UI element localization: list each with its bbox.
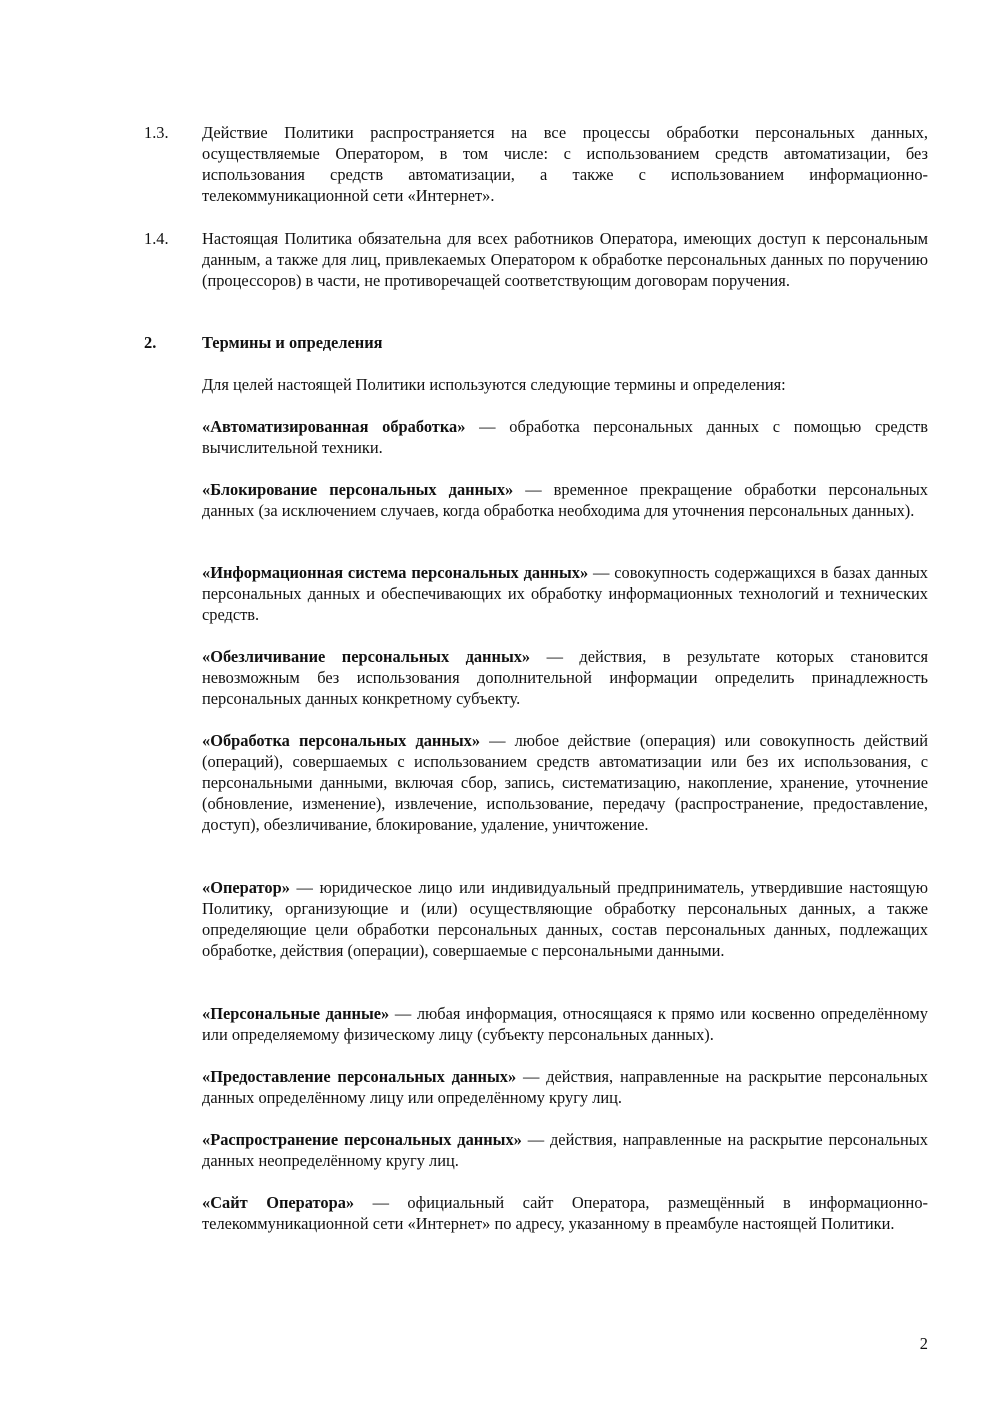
definition-item — [202, 1003, 928, 1045]
section-intro: Для целей настоящей Политики используются следующие термины и определения: — [202, 375, 786, 394]
section-number: 2. — [144, 333, 157, 352]
definition-item — [202, 1066, 928, 1108]
definition-term: «Предоставление персональных данных» — [202, 1067, 517, 1086]
clause-number: 1.3. — [144, 123, 169, 142]
definition-text: — юридическое лицо или индивидуальный предприниматель, утвердившие настоящую Политику, организующие и (или) осуществляющие обработку персональных данных, а также определяющие цели обработки персональных данных, состав персональных данных, подлежащих обработке, действия (операции), совершаемые с персональными данными. — [202, 878, 928, 960]
clause-1-3 — [144, 122, 928, 206]
definition-item — [202, 877, 928, 961]
definition-item — [202, 562, 928, 625]
definition-term: «Информационная система персональных данных» — [202, 563, 589, 582]
definition-term: «Обработка персональных данных» — [202, 731, 481, 750]
definition-term: «Сайт Оператора» — [202, 1193, 355, 1212]
definition-item — [202, 730, 928, 835]
definition-text: — действия, направленные на раскрытие персональных данных определённому лицу или определённому кругу лиц. — [202, 1067, 928, 1107]
clause-text: Действие Политики распространяется на все процессы обработки персональных данных, осуществляемые Оператором, в том числе: с использованием средств автоматизации, без использования средств автоматизации, а также с использованием информационно-телекоммуникационной сети «Интернет». — [202, 123, 928, 205]
definition-text: — действия, направленные на раскрытие персональных данных неопределённому кругу лиц. — [202, 1130, 928, 1170]
definition-text: — обработка персональных данных с помощью средств вычислительной техники. — [202, 417, 928, 457]
definition-text: — действия, в результате которых становится невозможным без использования дополнительной информации определить принадлежность персональных данных конкретному субъекту. — [202, 647, 928, 708]
definition-text: — любая информация, относящаяся к прямо или косвенно определённому или определяемому физическому лицу (субъекту персональных данных). — [202, 1004, 929, 1044]
definition-text: — совокупность содержащихся в базах данных персональных данных и обеспечивающих их обработку информационных технологий и технических средств. — [202, 563, 928, 624]
definition-term: «Распространение персональных данных» — [202, 1130, 522, 1149]
definition-item — [202, 416, 928, 458]
definition-term: «Оператор» — [202, 878, 290, 897]
definition-term: «Персональные данные» — [202, 1004, 390, 1023]
clause-1-4 — [144, 228, 928, 291]
definition-text: — официальный сайт Оператора, размещённый в информационно-телекоммуникационной сети «Интернет» по адресу, указанному в преамбуле настоящей Политики. — [202, 1193, 928, 1233]
definition-item — [202, 1192, 928, 1234]
definition-term: «Обезличивание персональных данных» — [202, 647, 531, 666]
page-number: 2 — [919, 1334, 928, 1353]
definition-term: «Блокирование персональных данных» — [202, 480, 514, 499]
definition-text: — временное прекращение обработки персональных данных (за исключением случаев, когда обработка необходима для уточнения персональных данных). — [202, 480, 928, 520]
definition-text: — любое действие (операция) или совокупность действий (операций), совершаемых с использованием средств автоматизации или без их использования, с персональными данными, включая сбор, запись, систематизацию, накопление, хранение, уточнение (обновление, изменение), извлечение, использование, передачу (распространение, предоставление, доступ), обезличивание, блокирование, удаление, уничтожение. — [202, 731, 928, 834]
section-title: Термины и определения — [202, 333, 383, 352]
definition-term: «Автоматизированная обработка» — [202, 417, 466, 436]
definition-item — [202, 479, 928, 521]
clause-number: 1.4. — [144, 229, 169, 248]
section-2-heading — [144, 332, 928, 353]
definition-item — [202, 646, 928, 709]
clause-text: Настоящая Политика обязательна для всех работников Оператора, имеющих доступ к персональным данным, а также для лиц, привлекаемых Оператором к обработке персональных данных по поручению (процессоров) в части, не противоречащей соответствующим договорам поручения. — [202, 229, 928, 290]
definition-item — [202, 1129, 928, 1171]
